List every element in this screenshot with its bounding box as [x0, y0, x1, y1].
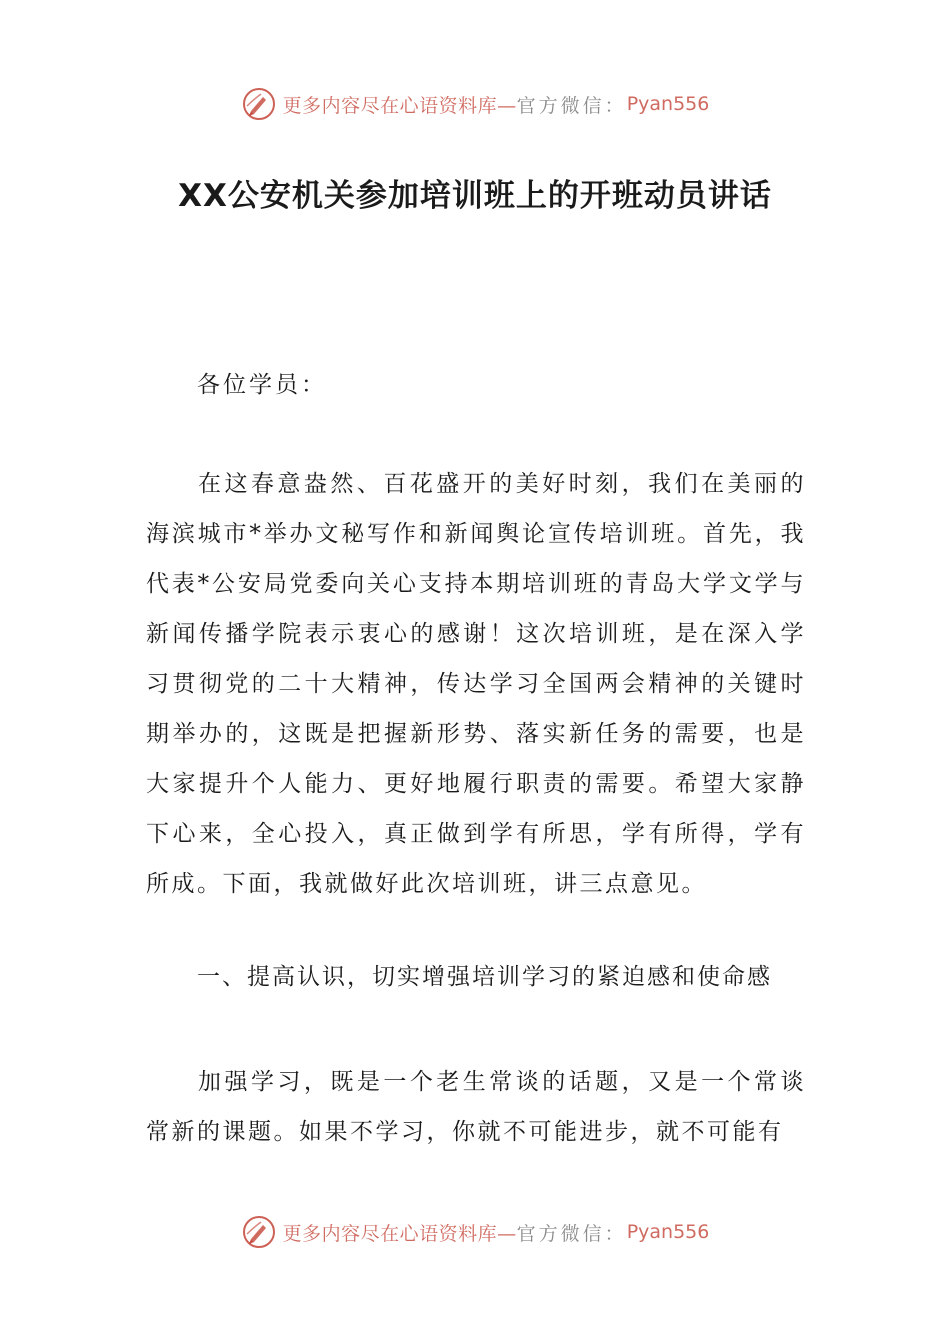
- watermark-banner-top: [0, 80, 950, 128]
- watermark-wechat-id: Pyan556: [626, 93, 710, 115]
- watermark-wechat-label: 官方微信：: [516, 1222, 627, 1245]
- pen-logo-icon: [241, 86, 277, 122]
- watermark-main-text: 更多内容尽在心语资料库—: [282, 1222, 517, 1245]
- salutation: 各位学员：: [197, 372, 327, 398]
- watermark-main-text: 更多内容尽在心语资料库—: [282, 94, 517, 117]
- watermark-wechat-label: 官方微信：: [516, 94, 627, 117]
- section-heading: 一、提高认识，切实增强培训学习的紧迫感和使命感: [197, 964, 772, 990]
- body-paragraph: 加强学习，既是一个老生常谈的话题，又是一个常谈常新的课题。如果不学习，你就不可能进步，就不可能有: [146, 1069, 806, 1145]
- watermark-banner-bottom: [0, 1208, 950, 1256]
- pen-logo-icon: [241, 1214, 277, 1250]
- watermark-wechat-id: Pyan556: [626, 1221, 710, 1243]
- body-paragraph: 在这春意盎然、百花盛开的美好时刻，我们在美丽的海滨城市*举办文秘写作和新闻舆论宣传培训班。首先，我代表*公安局党委向关心支持本期培训班的青岛大学文学与新闻传播学院表示衷心的感谢！这次培训班，是在深入学习贯彻党的二十大精神，传达学习全国两会精神的关键时期举办的，这既是把握新形势、落实新任务的需要，也是大家提升个人能力、更好地履行职责的需要。希望大家静下心来，全心投入，真正做到学有所思，学有所得，学有所成。下面，我就做好此次培训班，讲三点意见。: [146, 471, 806, 897]
- document-title: XX公安机关参加培训班上的开班动员讲话: [178, 178, 772, 214]
